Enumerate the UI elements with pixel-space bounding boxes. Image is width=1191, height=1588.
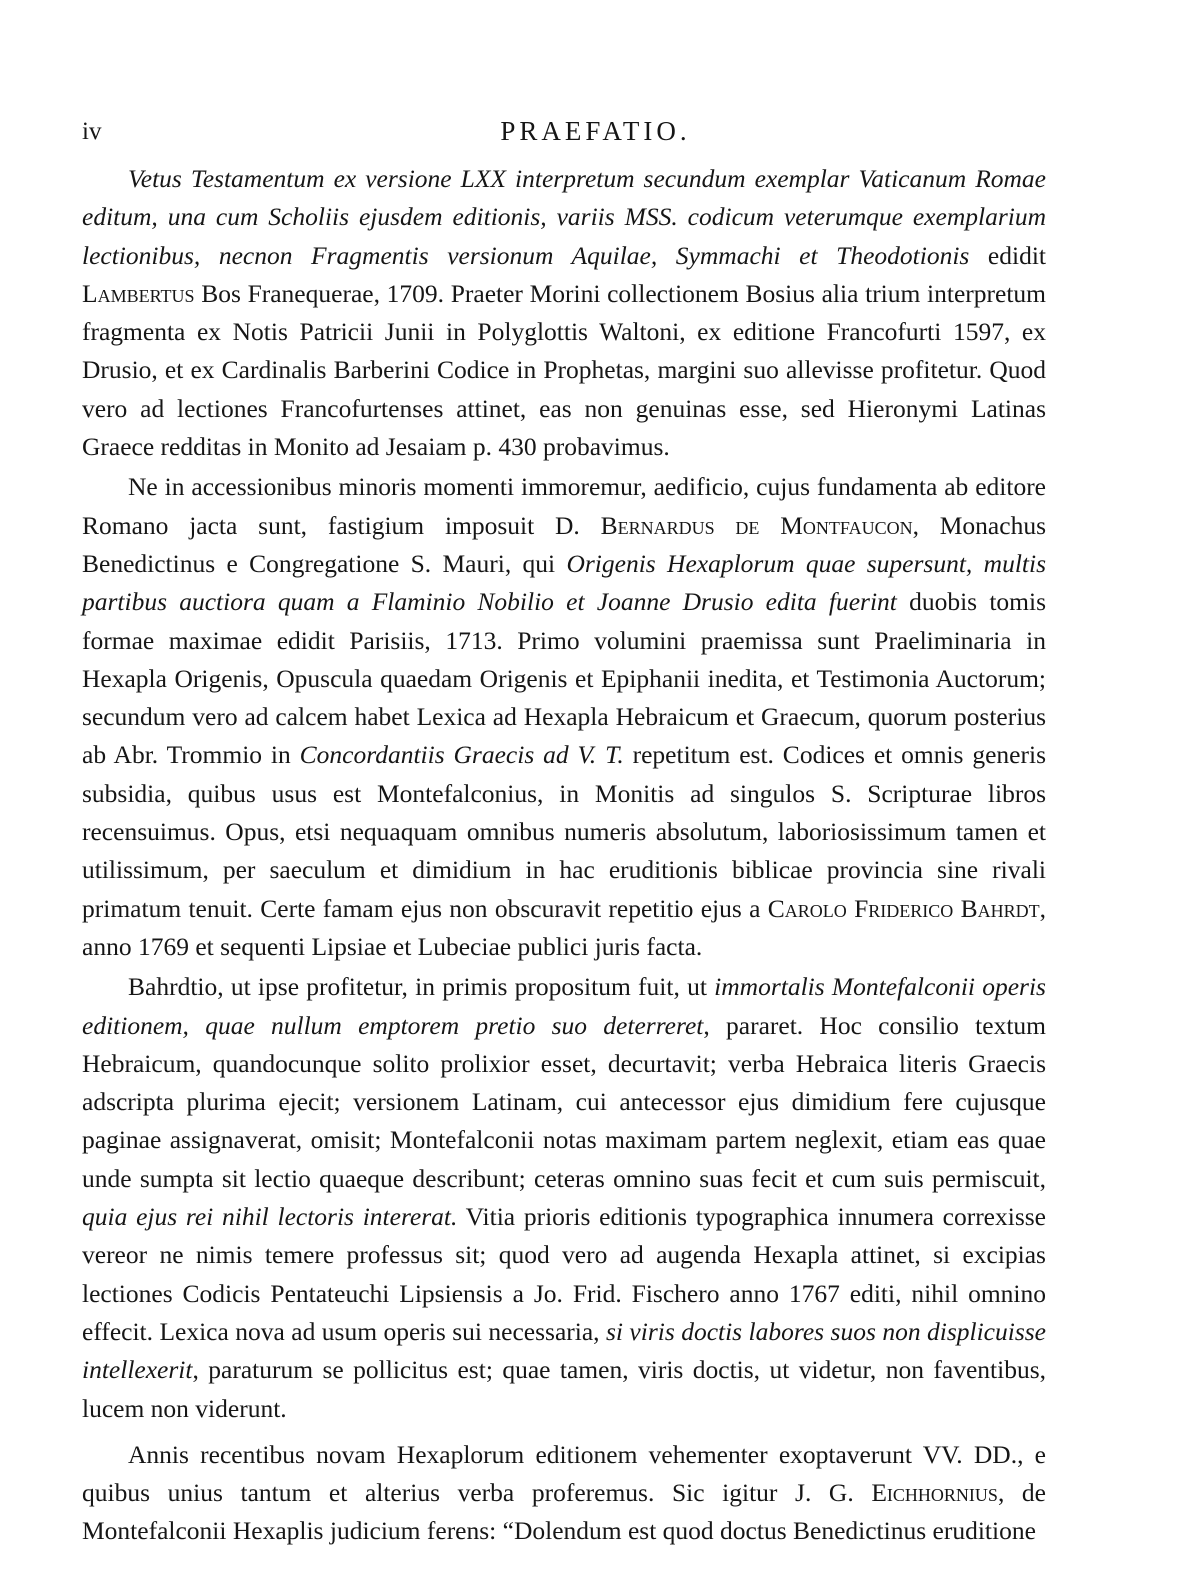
editor-name: Lambertus	[82, 278, 195, 308]
text-run: duobis tomis formae maximae edidit Parisiis, 1713. Primo volumini praemissa sunt Praeliminaria in Hexapla Origenis, Opuscula quaedam Origenis et Epiphanii inedita, et Testimonia Auctorum; secundum vero ad calcem habet Lexica ad Hexapla Hebraicum et Graecum, quorum posterius ab Abr. Trommio in	[82, 587, 1046, 770]
text-run: , paraturum se pollicitus est; quae tamen, viris doctis, ut videtur, non faventibus, lucem non viderunt.	[82, 1355, 1046, 1423]
text-run: Annis recentibus novam Hexaplorum editionem vehementer exoptaverunt VV. DD., e quibus unius tantum et alterius verba proferemus. Sic igitur J. G.	[82, 1439, 1046, 1508]
paragraph-4	[82, 1436, 1046, 1551]
text-run: repetitum est. Codices et omnis generis subsidia, quibus usus est Montefalconius, in Monitis ad singulos S. Scripturae libros recensuimus. Opus, etsi nequaquam omnibus numeris absolutum, laboriosissimum tamen et utilissimum, per saeculum et dimidium in hac eruditionis biblicae provincia sine rivali primatum tenuit. Certe famam ejus non obscuravit repetitio ejus a	[82, 740, 1047, 923]
text-run: , anno 1769 et sequenti Lipsiae et Lubeciae publici juris facta.	[82, 893, 1046, 961]
work-title: Concordantiis Graecis ad V. T.	[299, 740, 624, 770]
quotation: si viris doctis labores suos non displicuisse intellexerit	[82, 1316, 1046, 1385]
quotation: quia ejus rei nihil lectoris intererat.	[82, 1202, 458, 1232]
text-run: Bahrdtio, ut ipse profitetur, in primis propositum fuit, ut	[128, 972, 715, 1002]
text-run: Vitia prioris editionis typographica innumera correxisse vereor ne nimis temere professus sit; quod vero ad augenda Hexapla attinet, si excipias lectiones Codicis Pentateuchi Lipsiensis a Jo. Frid. Fischero anno 1767 editi, nihil omnino effecit. Lexica nova ad usum operis sui necessaria,	[82, 1202, 1046, 1346]
text-run: Bos Franequerae, 1709. Praeter Morini collectionem Bosius alia trium interpretum fragmenta ex Notis Patricii Junii in Polyglottis Waltoni, ex editione Francofurti 1597, ex Drusio, et ex Cardinalis Barberini Codice in Prophetas, margini suo allevisse profitetur. Quod vero ad lectiones Francofurtenses attinet, eas non genuinas esse, sed Hieronymi Latinas Graece redditas in Monito ad Jesaiam p. 430 probavimus.	[82, 278, 1046, 462]
quotation: immortalis Montefalconii operis editionem, quae nullum emptorem pretio suo deterreret	[82, 972, 1046, 1040]
paragraph-2	[82, 468, 1046, 966]
text-run: , de Montefalconii Hexaplis judicium ferens: “Dolendum est quod doctus Benedictinus eruditione	[82, 1478, 1046, 1546]
page-number: iv	[82, 118, 102, 145]
text-run: , Monachus Benedictinus e Congregatione S. Mauri, qui	[82, 510, 1046, 578]
text-run: , pararet. Hoc consilio textum Hebraicum, quandocunque solito prolixior esset, decurtavit; verba Hebraica literis Graecis adscripta plurima ejecit; versionem Latinam, cui antecessor ejus dimidium fere cujusque paginae assignaverat, omisit; Montefalconii notas maximam partem neglexit, etiam eas quae unde sumpta sit lectio quaeque describunt; ceteras omnino suas fecit et cum suis permiscuit,	[82, 1010, 1047, 1193]
author-name: Eichhornius	[871, 1478, 998, 1508]
running-header	[0, 112, 1191, 152]
author-name: Carolo Friderico Bahrdt	[767, 893, 1040, 923]
running-title: PRAEFATIO.	[500, 116, 691, 146]
work-title: Origenis Hexaplorum quae supersunt, multis partibus auctiora quam a Flaminio Nobilio et Joanne Drusio edita fuerint	[82, 548, 1046, 617]
body-text	[82, 160, 1046, 1551]
work-title: Vetus Testamentum ex versione LXX interpretum secundum exemplar Vaticanum Romae editum, una cum Scholiis ejusdem editionis, variis MSS. codicum veterumque exemplarium lectionibus, necnon Fragmentis versionum Aquilae, Symmachi et Theodotionis	[82, 164, 1046, 270]
paragraph-1	[82, 160, 1046, 466]
paragraph-3	[82, 968, 1046, 1428]
text-run: edidit	[969, 240, 1046, 270]
text-run: Ne in accessionibus minoris momenti immoremur, aedificio, cujus fundamenta ab editore Romano jacta sunt, fastigium imposuit D.	[82, 472, 1046, 540]
author-name: Bernardus de Montfaucon	[600, 510, 913, 540]
